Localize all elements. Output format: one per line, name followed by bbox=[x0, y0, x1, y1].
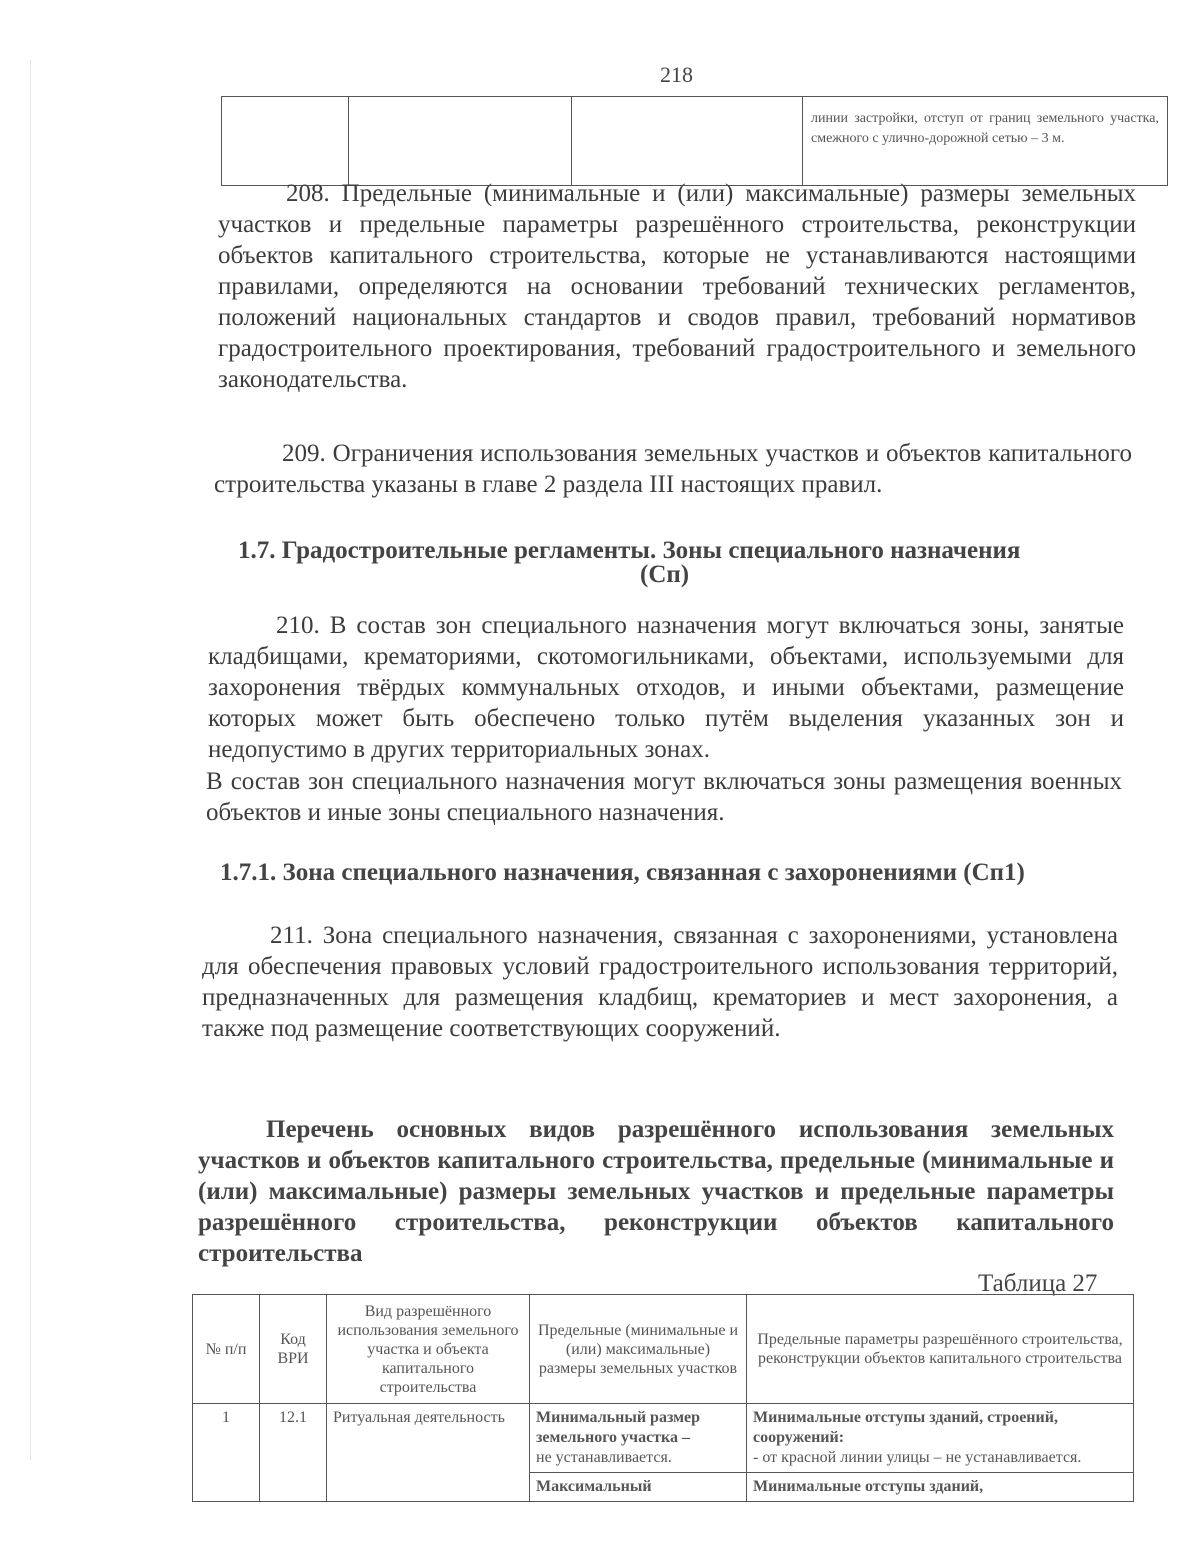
page-number: 218 bbox=[660, 62, 693, 87]
table-cell bbox=[222, 97, 349, 186]
setback-value: - от красной линии улицы – не устанавливается. bbox=[753, 1449, 1082, 1466]
continued-table bbox=[221, 96, 1168, 186]
setback-label: Минимальные отступы зданий, строений, сооружений: bbox=[753, 1409, 1058, 1446]
paragraph-211: 211. Зона специального назначения, связанная с захоронениями, установлена для обеспечения правовых условий градостроительного использования территорий, предназначенных для размещения кладбищ, крематориев и мест захоронения, а также под размещение соответствующих сооружений. bbox=[202, 922, 1118, 1042]
table-cell-text: линии застройки, отступ от границ земельного участка, смежного с улично-дорожной сетью – 3 м. bbox=[803, 97, 1168, 186]
paragraph-210: 210. В состав зон специального назначения могут включаться зоны, занятые кладбищами, крематориями, скотомогильниками, объектами, используемыми для захоронения твёрдых коммунальных отходов, и иными объектами, размещение которых может быть обеспечено только путём выделения указанных зон и недопустимо в других территориальных зонах. bbox=[208, 612, 1124, 763]
paragraph-210-continued: В состав зон специального назначения могут включаться зоны размещения военных объектов и иные зоны специального назначения. bbox=[206, 768, 1122, 826]
min-size-value: не устанавливается. bbox=[536, 1449, 672, 1466]
paragraph-209: 209. Ограничения использования земельных участков и объектов капитального строительства указаны в главе 2 раздела III настоящих правил. bbox=[214, 440, 1132, 498]
section-heading-1-7: 1.7. Градостроительные регламенты. Зоны специального назначения bbox=[238, 537, 1021, 564]
row-setbacks-2: Минимальные отступы зданий, bbox=[747, 1473, 1134, 1502]
list-title: Перечень основных видов разрешённого использования земельных участков и объектов капитального строительства, предельные (минимальные и (или) максимальные) размеры земельных участков и предельные параметры разрешённого строительства, реконструкции объектов капитального строительства bbox=[198, 1116, 1114, 1267]
table-header-row bbox=[193, 1295, 1134, 1404]
table-cell bbox=[572, 97, 803, 186]
row-min-size bbox=[530, 1404, 747, 1473]
zoning-table bbox=[192, 1294, 1134, 1502]
row-use-type: Ритуальная деятельность bbox=[327, 1404, 530, 1502]
min-size-label: Минимальный размер земельного участка – bbox=[536, 1409, 701, 1446]
header-number: № п/п bbox=[193, 1295, 260, 1404]
header-use-type: Вид разрешённого использования земельного участка и объекта капитального строительства bbox=[327, 1295, 530, 1404]
header-code: Код ВРИ bbox=[260, 1295, 327, 1404]
table-caption: Таблица 27 bbox=[978, 1270, 1098, 1297]
page-edge-line bbox=[30, 60, 31, 1460]
table-cell bbox=[349, 97, 572, 186]
section-heading-1-7-1: 1.7.1. Зона специального назначения, связанная с захоронениями (Сп1) bbox=[220, 859, 1025, 886]
row-code: 12.1 bbox=[260, 1404, 327, 1502]
header-plot-sizes: Предельные (минимальные и (или) максимальные) размеры земельных участков bbox=[530, 1295, 747, 1404]
row-setbacks bbox=[747, 1404, 1134, 1473]
row-number: 1 bbox=[193, 1404, 260, 1502]
header-build-params: Предельные параметры разрешённого строительства, реконструкции объектов капитального строительства bbox=[747, 1295, 1134, 1404]
row-max-size: Максимальный bbox=[530, 1473, 747, 1502]
paragraph-208: 208. Предельные (минимальные и (или) максимальные) размеры земельных участков и предельные параметры разрешённого строительства, реконструкции объектов капитального строительства, которые не устанавливаются настоящими правилами, определяются на основании требований технических регламентов, положений национальных стандартов и сводов правил, требований нормативов градостроительного проектирования, требований градостроительного и земельного законодательства. bbox=[218, 180, 1136, 393]
table-row bbox=[193, 1404, 1134, 1473]
section-heading-1-7-code: (Сп) bbox=[640, 561, 690, 588]
